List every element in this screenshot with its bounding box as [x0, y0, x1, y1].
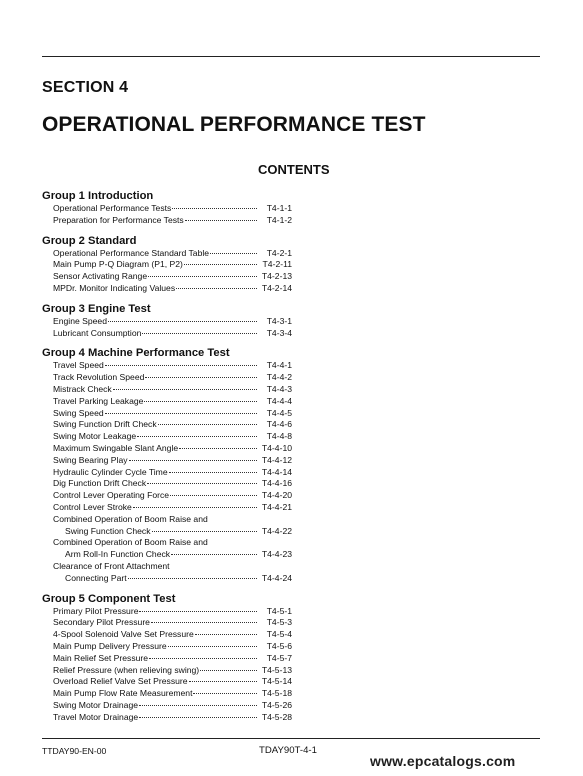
toc-page-ref: T4-5-4 [266, 629, 292, 640]
toc-entry-label: Mistrack Check [53, 383, 112, 394]
toc-page-ref: T4-4-4 [266, 395, 292, 406]
toc-entry-label: Track Revolution Speed [53, 372, 145, 383]
toc-entry[interactable] [42, 712, 292, 724]
leader-dots [129, 460, 257, 461]
toc-page-ref: T4-4-23 [261, 549, 292, 560]
toc-entry[interactable] [42, 396, 292, 408]
footer-doc-code: TTDAY90-EN-00 [42, 746, 107, 756]
toc-entry-continuation[interactable] [42, 526, 292, 538]
leader-dots [151, 622, 257, 623]
watermark: www.epcatalogs.com [370, 753, 516, 769]
toc-group-title: Group 4 Machine Performance Test [42, 347, 230, 360]
toc-entry[interactable] [42, 700, 292, 712]
toc-entry-continuation[interactable] [42, 573, 292, 585]
toc-entry[interactable] [42, 419, 292, 431]
toc-page-ref: T4-5-3 [266, 617, 292, 628]
toc-entry[interactable] [42, 617, 292, 629]
contents-heading: CONTENTS [258, 162, 330, 177]
toc-page-ref: T4-3-1 [266, 315, 292, 326]
toc-page-ref: T4-4-2 [266, 372, 292, 383]
leader-dots [108, 321, 257, 322]
toc-page-ref: T4-4-6 [266, 419, 292, 430]
toc-entry-label: Main Pump P-Q Diagram (P1, P2) [53, 259, 183, 270]
toc-page-ref: T4-4-22 [261, 525, 292, 536]
leader-dots [137, 436, 257, 437]
toc-page-ref: T4-2-13 [261, 271, 292, 282]
toc-entry[interactable] [42, 478, 292, 490]
toc-entry[interactable] [42, 514, 292, 526]
toc-page-ref: T4-5-26 [261, 699, 292, 710]
leader-dots [158, 424, 257, 425]
toc-entry[interactable] [42, 384, 292, 396]
toc-page-ref: T4-4-10 [261, 442, 292, 453]
toc-entry-label: Swing Motor Drainage [53, 699, 139, 710]
toc-entry-label: Swing Function Drift Check [53, 419, 157, 430]
toc-page-ref: T4-1-1 [266, 203, 292, 213]
toc-page-ref: T4-2-14 [261, 282, 292, 293]
toc-page-ref: T4-3-4 [266, 327, 292, 338]
toc-group-title: Group 2 Standard [42, 234, 137, 247]
toc-entry[interactable] [42, 328, 292, 340]
leader-dots [210, 253, 257, 254]
leader-dots [170, 495, 257, 496]
toc-entry-label: Dig Function Drift Check [53, 478, 147, 489]
toc-entry[interactable] [42, 455, 292, 467]
leader-dots [113, 389, 257, 390]
toc-page-ref: T4-2-1 [266, 247, 292, 258]
toc-entry-label: Swing Function Check [65, 525, 151, 536]
leader-dots [139, 717, 257, 718]
bottom-rule [42, 738, 540, 739]
toc-entry[interactable] [42, 431, 292, 443]
toc-page-ref: T4-5-6 [266, 640, 292, 651]
toc-entry-label: Preparation for Performance Tests [53, 214, 184, 225]
toc-page-ref: T4-4-1 [266, 360, 292, 371]
section-label: SECTION 4 [42, 79, 129, 96]
toc-entry-label: Main Relief Set Pressure [53, 652, 149, 663]
toc-page-ref: T4-4-14 [261, 466, 292, 477]
leader-dots [149, 658, 257, 659]
toc-entry-label: Relief Pressure (when relieving swing) [53, 664, 200, 675]
toc-page-ref: T4-5-1 [266, 605, 292, 616]
leader-dots [172, 208, 257, 209]
toc-entry[interactable] [42, 676, 292, 688]
leader-dots [168, 646, 257, 647]
toc-entry-label: Lubricant Consumption [53, 327, 142, 338]
toc-entry-label: Primary Pilot Pressure [53, 605, 139, 616]
toc-entry-label: Swing Bearing Play [53, 454, 128, 465]
toc-entry[interactable] [42, 259, 292, 271]
toc-entry-label: Hydraulic Cylinder Cycle Time [53, 466, 168, 477]
toc-entry-label: Main Pump Flow Rate Measurement [53, 688, 193, 699]
toc-entry-label: Control Lever Operating Force [53, 490, 170, 501]
leader-dots [169, 472, 257, 473]
toc-entry-continuation[interactable] [42, 549, 292, 561]
leader-dots [171, 554, 257, 555]
toc-entry-label: Operational Performance Tests [53, 203, 172, 213]
toc-entry[interactable] [42, 443, 292, 455]
toc-page-ref: T4-5-14 [261, 676, 292, 687]
toc-entry-label: Travel Motor Drainage [53, 711, 139, 722]
toc-entry-label: Travel Speed [53, 360, 104, 371]
toc-entry[interactable] [42, 271, 292, 283]
leader-dots [184, 264, 257, 265]
toc-entry[interactable] [42, 372, 292, 384]
toc-entry-label: Clearance of Front Attachment [53, 560, 170, 571]
leader-dots [139, 705, 257, 706]
toc-entry[interactable] [42, 316, 292, 328]
toc-entry-label: Swing Motor Leakage [53, 431, 137, 442]
leader-dots [105, 413, 257, 414]
toc-page-ref: T4-2-11 [262, 259, 292, 270]
toc-entry[interactable] [42, 537, 292, 549]
toc-page-ref: T4-4-3 [266, 383, 292, 394]
leader-dots [152, 531, 257, 532]
leader-dots [195, 634, 257, 635]
toc-page-ref: T4-4-16 [261, 478, 292, 489]
leader-dots [133, 507, 257, 508]
toc-entry-label: Combined Operation of Boom Raise and [53, 537, 208, 548]
leader-dots [189, 681, 257, 682]
leader-dots [147, 483, 257, 484]
toc-entry[interactable] [42, 283, 292, 295]
toc-entry-label: Travel Parking Leakage [53, 395, 144, 406]
toc-entry[interactable] [42, 502, 292, 514]
leader-dots [105, 365, 257, 366]
page-title: OPERATIONAL PERFORMANCE TEST [42, 113, 426, 136]
toc-page-ref: T4-4-12 [261, 454, 292, 465]
toc-entry-label: Swing Speed [53, 407, 104, 418]
toc-entry-label: Overload Relief Valve Set Pressure [53, 676, 188, 687]
toc-entry-label: Secondary Pilot Pressure [53, 617, 150, 628]
leader-dots [176, 288, 257, 289]
toc-entry[interactable] [42, 467, 292, 479]
toc-entry[interactable] [42, 215, 292, 227]
leader-dots [179, 448, 257, 449]
toc-group-title: Group 3 Engine Test [42, 302, 151, 315]
toc-page-ref: T4-5-13 [261, 664, 292, 675]
toc-entry-label: Main Pump Delivery Pressure [53, 640, 167, 651]
toc-entry[interactable] [42, 490, 292, 502]
toc-entry-label: Arm Roll-In Function Check [65, 549, 171, 560]
toc-group-title: Group 1 Introduction [42, 190, 154, 202]
leader-dots [128, 578, 257, 579]
toc-entry[interactable] [42, 360, 292, 372]
toc-page-ref: T4-5-18 [261, 688, 292, 699]
toc-entry[interactable] [42, 561, 292, 573]
toc-entry-label: Maximum Swingable Slant Angle [53, 442, 179, 453]
leader-dots [193, 693, 257, 694]
toc-page-ref: T4-4-21 [261, 501, 292, 512]
toc-entry-label: Control Lever Stroke [53, 501, 132, 512]
toc-entry-label: Sensor Activating Range [53, 271, 148, 282]
toc-entry[interactable] [42, 641, 292, 653]
toc-entry[interactable] [42, 248, 292, 260]
toc-page-ref: T4-4-24 [261, 572, 292, 583]
toc-entry-label: Engine Speed [53, 315, 107, 326]
toc-entry-label: MPDr. Monitor Indicating Values [53, 282, 176, 293]
toc-entry[interactable] [42, 408, 292, 420]
top-rule [42, 56, 540, 57]
toc-entry-label: Operational Performance Standard Table [53, 247, 210, 258]
toc-entry-label: 4-Spool Solenoid Valve Set Pressure [53, 629, 194, 640]
leader-dots [200, 670, 257, 671]
toc-entry[interactable] [42, 203, 292, 215]
footer-page-number: TDAY90T-4-1 [259, 745, 317, 756]
toc-entry[interactable] [42, 629, 292, 641]
leader-dots [139, 611, 257, 612]
leader-dots [148, 276, 257, 277]
toc-page-ref: T4-4-8 [266, 431, 292, 442]
leader-dots [144, 401, 257, 402]
toc-entry[interactable] [42, 606, 292, 618]
toc-page-ref: T4-1-2 [266, 214, 292, 225]
toc-entry[interactable] [42, 653, 292, 665]
leader-dots [185, 220, 257, 221]
toc-page-ref: T4-4-5 [266, 407, 292, 418]
leader-dots [142, 333, 257, 334]
toc-entry[interactable] [42, 665, 292, 677]
leader-dots [145, 377, 257, 378]
toc-page-ref: T4-4-20 [261, 490, 292, 501]
toc-group-title: Group 5 Component Test [42, 592, 176, 605]
toc-page-ref: T4-5-7 [266, 652, 292, 663]
toc-entry-label: Combined Operation of Boom Raise and [53, 513, 208, 524]
toc-entry[interactable] [42, 688, 292, 700]
table-of-contents [42, 190, 292, 723]
toc-page-ref: T4-5-28 [261, 711, 292, 722]
toc-entry-label: Connecting Part [65, 572, 127, 583]
